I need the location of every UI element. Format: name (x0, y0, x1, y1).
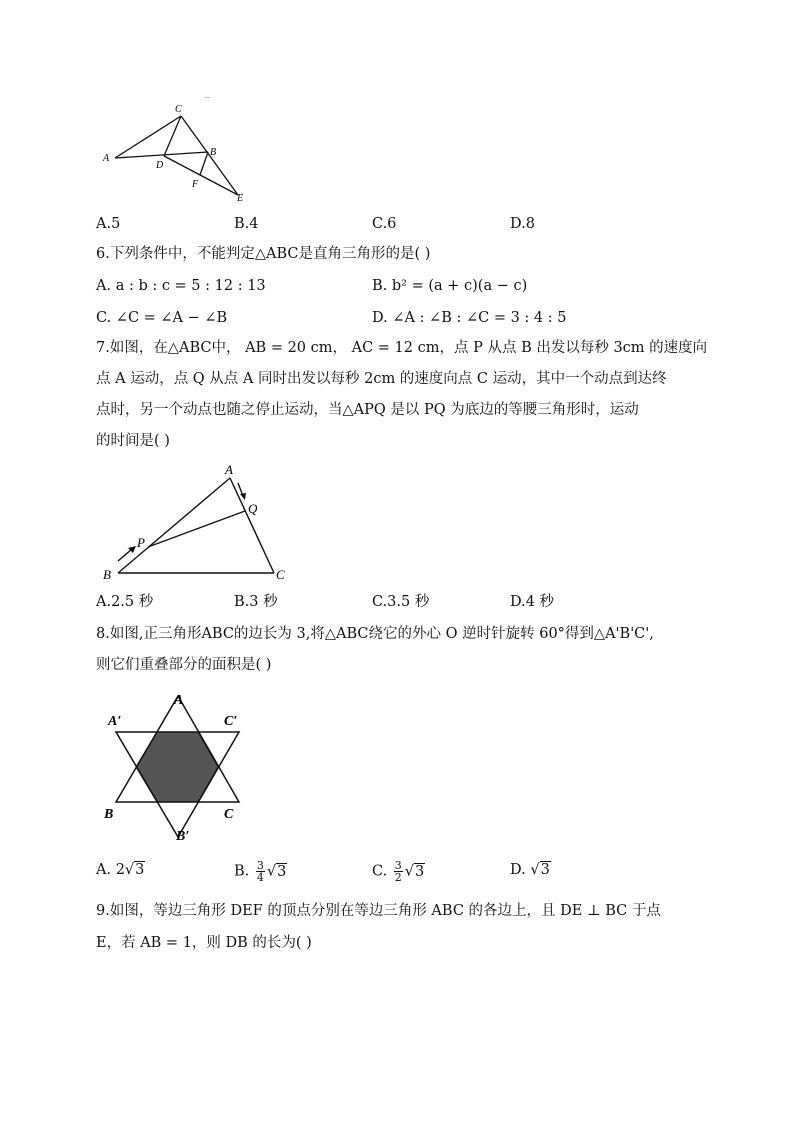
q8-option-d-prefix: D. (510, 862, 526, 878)
segment-ac (115, 116, 181, 158)
q8-option-d-radicand: 3 (540, 862, 550, 878)
fig8-label-b: B (104, 807, 114, 822)
q9-stem-line-1: 9.如图，等边三角形 DEF 的顶点分别在等边三角形 ABC 的各边上，且 DE ⊥ BC 于点 (96, 903, 661, 919)
fig5-label-d: D (156, 160, 164, 171)
q8-option-c[interactable] (372, 860, 425, 883)
q8-option-b[interactable] (234, 860, 287, 883)
q7-option-b[interactable]: B.3 秒 (234, 594, 278, 610)
fraction-numerator: 3 (394, 859, 402, 872)
fig8-label-a-prime: A′ (108, 714, 122, 729)
q7-option-a[interactable]: A.2.5 秒 (96, 594, 154, 610)
fig5-label-c: C (175, 104, 182, 115)
q8-option-c-radicand: 3 (415, 863, 425, 880)
q8-option-a-radicand: 3 (135, 862, 145, 878)
q6-stem: 6.下列条件中，不能判定△ABC是直角三角形的是( ) (96, 246, 431, 262)
overlap-hexagon (136, 732, 218, 802)
q6-option-d[interactable]: D. ∠A : ∠B : ∠C = 3 : 4 : 5 (372, 310, 567, 326)
fig7-label-c: C (276, 567, 285, 582)
q8-option-c-fraction (394, 860, 403, 883)
segment-ab (115, 152, 208, 158)
q6-option-a[interactable]: A. a : b : c = 5 : 12 : 13 (96, 278, 266, 294)
segment-ab (118, 478, 230, 573)
radical-icon: √ (266, 863, 277, 880)
q9-stem-line-2: E，若 AB = 1，则 DB 的长为( ) (96, 935, 312, 951)
q7-stem-line-3: 点时，另一个动点也随之停止运动，当△APQ 是以 PQ 为底边的等腰三角形时，运动 (96, 402, 639, 418)
q8-option-b-prefix: B. (234, 863, 250, 880)
fig8-label-c-prime: C′ (224, 714, 238, 729)
fraction-numerator: 3 (256, 859, 264, 872)
q7-option-d[interactable]: D.4 秒 (510, 594, 555, 610)
fig7-label-q: Q (248, 501, 258, 516)
q8-option-b-fraction (256, 860, 265, 883)
q8-option-d[interactable] (510, 860, 551, 880)
segment-ac (230, 478, 274, 573)
radical-icon: √ (124, 862, 135, 878)
fig5-label-a: A (103, 153, 110, 164)
fig8-label-b-prime: B′ (176, 829, 190, 844)
radical-icon: √ (404, 863, 415, 880)
fig7-label-b: B (103, 567, 111, 582)
fig8-label-c: C (224, 807, 234, 822)
fig5-label-f: F (192, 179, 199, 190)
q8-option-a[interactable] (96, 860, 145, 880)
q6-option-c[interactable]: C. ∠C = ∠A − ∠B (96, 310, 228, 326)
q8-figure (100, 688, 250, 848)
scan-mark (205, 97, 210, 98)
q7-stem-line-2: 点 A 运动，点 Q 从点 A 同时出发以每秒 2cm 的速度向点 C 运动，其中一个动点到达终 (96, 371, 667, 387)
q5-figure (98, 95, 268, 207)
segment-pq (148, 511, 245, 547)
q7-figure (98, 458, 298, 583)
fig7-label-p: P (137, 535, 145, 550)
radical-icon: √ (530, 862, 540, 878)
q7-stem-line-1: 7.如图，在△ABC中， AB = 20 cm， AC = 12 cm，点 P 从点 B 出发以每秒 3cm 的速度向 (96, 340, 708, 356)
fig7-label-a: A (225, 462, 233, 477)
fig5-label-e: E (237, 193, 244, 204)
q8-option-a-prefix: A. 2 (96, 862, 125, 878)
segment-de (164, 156, 238, 195)
q5-option-b[interactable]: B.4 (234, 216, 259, 232)
q5-option-d[interactable]: D.8 (510, 216, 535, 232)
q8-stem-line-1: 8.如图,正三角形ABC的边长为 3,将△ABC绕它的外心 O 逆时针旋转 60°得到△A'B'C', (96, 626, 654, 642)
q7-stem-line-4: 的时间是( ) (96, 433, 170, 449)
q6-option-b[interactable]: B. b² = (a + c)(a − c) (372, 278, 528, 294)
q8-option-c-prefix: C. (372, 863, 388, 880)
fraction-denominator: 2 (394, 871, 402, 884)
q5-option-c[interactable]: C.6 (372, 216, 397, 232)
q7-option-c[interactable]: C.3.5 秒 (372, 594, 430, 610)
fig8-label-a: A (174, 693, 184, 708)
q5-option-a[interactable]: A.5 (96, 216, 121, 232)
fig5-label-b: B (210, 147, 217, 158)
q8-stem-line-2: 则它们重叠部分的面积是( ) (96, 657, 272, 673)
arrow-p-shaft (118, 549, 132, 561)
fraction-denominator: 4 (256, 871, 264, 884)
arrow-q-head-icon (240, 493, 246, 500)
segment-bf (200, 152, 208, 175)
q8-option-b-radicand: 3 (277, 863, 287, 880)
